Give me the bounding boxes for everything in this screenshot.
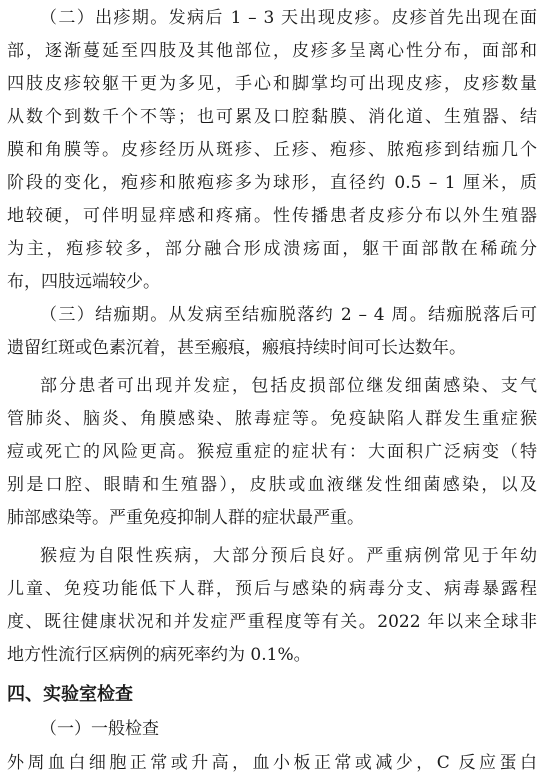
p1-line-7: 地较硬，可伴明显痒感和疼痛。性传播患者皮疹分布以外生殖器: [7, 206, 537, 226]
p3-line-2: 管肺炎、脑炎、角膜感染、脓毒症等。免疫缺陷人群发生重症猴: [7, 409, 537, 429]
p4-line-3: 度、既往健康状况和并发症严重程度等有关。2022 年以来全球非: [7, 612, 537, 632]
p2-line-2: 遗留红斑或色素沉着，甚至瘢痕，瘢痕持续时间可长达数年。: [7, 338, 466, 358]
p3-line-3: 痘或死亡的风险更高。猴痘重症的症状有：大面积广泛病变（特: [7, 442, 537, 462]
p1-line-6: 阶段的变化，疱疹和脓疱疹多为球形，直径约 0.5 – 1 厘米，质: [7, 173, 537, 193]
p2-line-1: （三）结痂期。从发病至结痂脱落约 2 – 4 周。结痂脱落后可: [40, 305, 537, 325]
p4-line-1: 猴痘为自限性疾病，大部分预后良好。严重病例常见于年幼: [40, 546, 537, 566]
p1-line-9: 布，四肢远端较少。: [7, 272, 160, 292]
subsection-heading: （一）一般检查: [40, 719, 159, 739]
p3-line-5: 肺部感染等。严重免疫抑制人群的症状最严重。: [7, 508, 364, 528]
p1-line-1: （二）出疹期。发病后 1 – 3 天出现皮疹。皮疹首先出现在面: [40, 8, 537, 28]
p1-line-8: 为主，疱疹较多，部分融合形成溃疡面，躯干面部散在稀疏分: [7, 239, 537, 259]
p4-line-2: 儿童、免疫功能低下人群，预后与感染的病毒分支、病毒暴露程: [7, 579, 537, 599]
section-heading: 四、实验室检查: [7, 684, 133, 705]
p1-line-3: 四肢皮疹较躯干更为多见，手心和脚掌均可出现皮疹，皮疹数量: [7, 74, 537, 94]
p1-line-5: 膜和角膜等。皮疹经历从斑疹、丘疹、疱疹、脓疱疹到结痂几个: [7, 140, 537, 160]
p3-line-1: 部分患者可出现并发症，包括皮损部位继发细菌感染、支气: [40, 376, 537, 396]
p5-line-1: 外周血白细胞正常或升高，血小板正常或减少，C 反应蛋白: [7, 753, 537, 773]
p3-line-4: 别是口腔、眼睛和生殖器），皮肤或血液继发性细菌感染，以及: [7, 475, 537, 495]
p1-line-4: 从数个到数千个不等；也可累及口腔黏膜、消化道、生殖器、结: [7, 107, 537, 127]
p1-line-2: 部，逐渐蔓延至四肢及其他部位，皮疹多呈离心性分布，面部和: [7, 41, 537, 61]
p4-line-4: 地方性流行区病例的病死率约为 0.1%。: [7, 645, 311, 665]
